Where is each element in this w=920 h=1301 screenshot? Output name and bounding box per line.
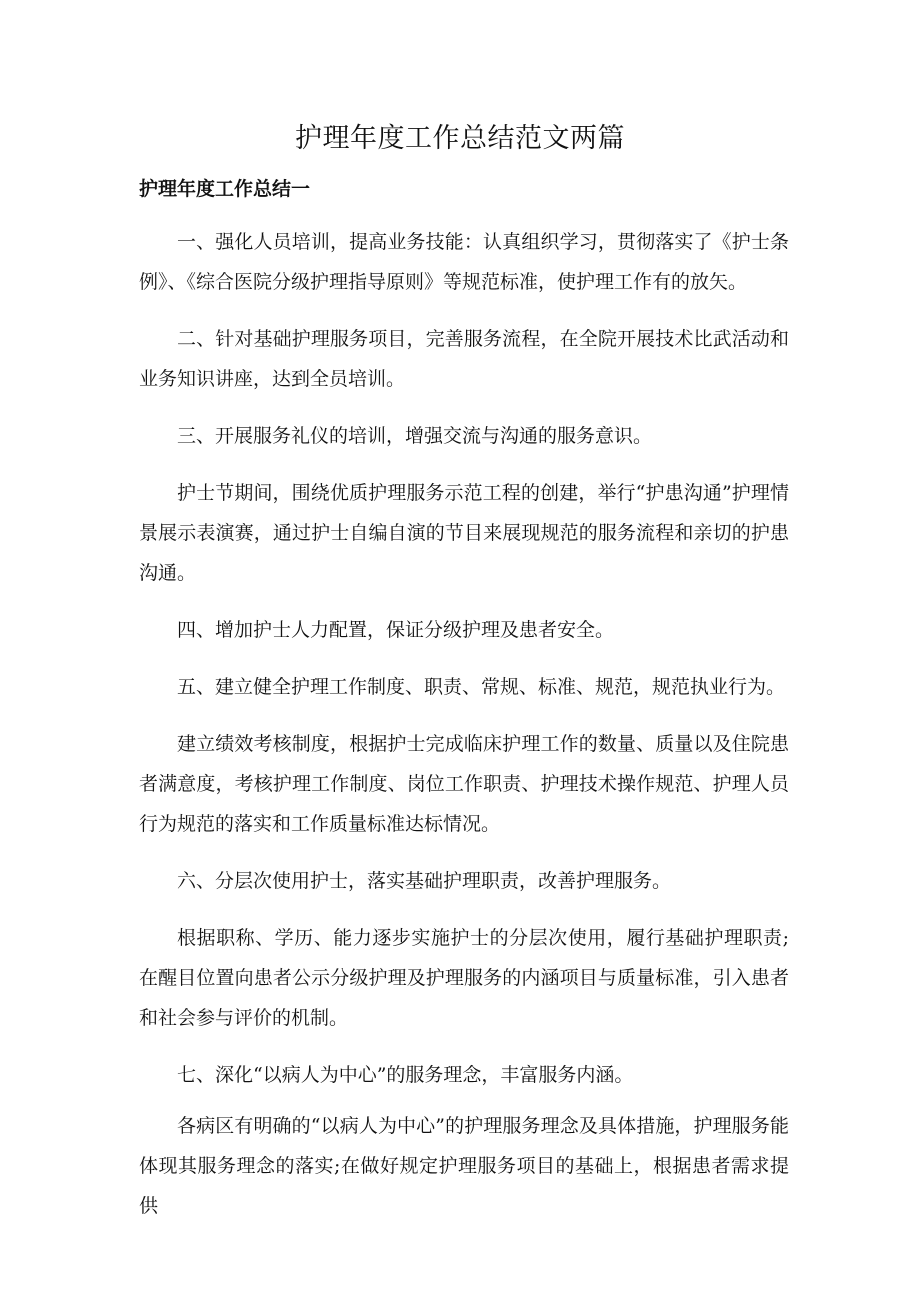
paragraph-4: 护士节期间，围绕优质护理服务示范工程的创建，举行“护患沟通”护理情景展示表演赛，通过护士自编自演的节目来展现规范的服务流程和亲切的护患沟通。 bbox=[139, 482, 789, 584]
paragraph-9: 根据职称、学历、能力逐步实施护士的分层次使用，履行基础护理职责;在醒目位置向患者公示分级护理及护理服务的内涵项目与质量标准，引入患者和社会参与评价的机制。 bbox=[139, 927, 789, 1029]
paragraph-11: 各病区有明确的“以病人为中心”的护理服务理念及具体措施，护理服务能体现其服务理念的落实;在做好规定护理服务项目的基础上，根据患者需求提供 bbox=[139, 1115, 789, 1217]
section-heading: 护理年度工作总结一 bbox=[139, 178, 311, 200]
document-body bbox=[139, 222, 789, 1243]
paragraph-2: 二、针对基础护理服务项目，完善服务流程，在全院开展技术比武活动和业务知识讲座，达到全员培训。 bbox=[139, 328, 789, 390]
paragraph-6: 五、建立健全护理工作制度、职责、常规、标准、规范，规范执业行为。 bbox=[177, 676, 786, 698]
paragraph-1: 一、强化人员培训，提高业务技能：认真组织学习，贯彻落实了《护士条例》、《综合医院分级护理指导原则》等规范标准，使护理工作有的放矢。 bbox=[139, 231, 789, 293]
paragraph-5: 四、增加护士人力配置，保证分级护理及患者安全。 bbox=[177, 619, 615, 641]
paragraph-10: 七、深化“以病人为中心”的服务理念，丰富服务内涵。 bbox=[177, 1064, 634, 1086]
paragraph-7: 建立绩效考核制度，根据护士完成临床护理工作的数量、质量以及住院患者满意度，考核护理工作制度、岗位工作职责、护理技术操作规范、护理人员行为规范的落实和工作质量标准达标情况。 bbox=[139, 733, 789, 835]
paragraph-3: 三、开展服务礼仪的培训，增强交流与沟通的服务意识。 bbox=[177, 425, 653, 447]
document-title: 护理年度工作总结范文两篇 bbox=[295, 123, 625, 154]
paragraph-8: 六、分层次使用护士，落实基础护理职责，改善护理服务。 bbox=[177, 870, 672, 892]
